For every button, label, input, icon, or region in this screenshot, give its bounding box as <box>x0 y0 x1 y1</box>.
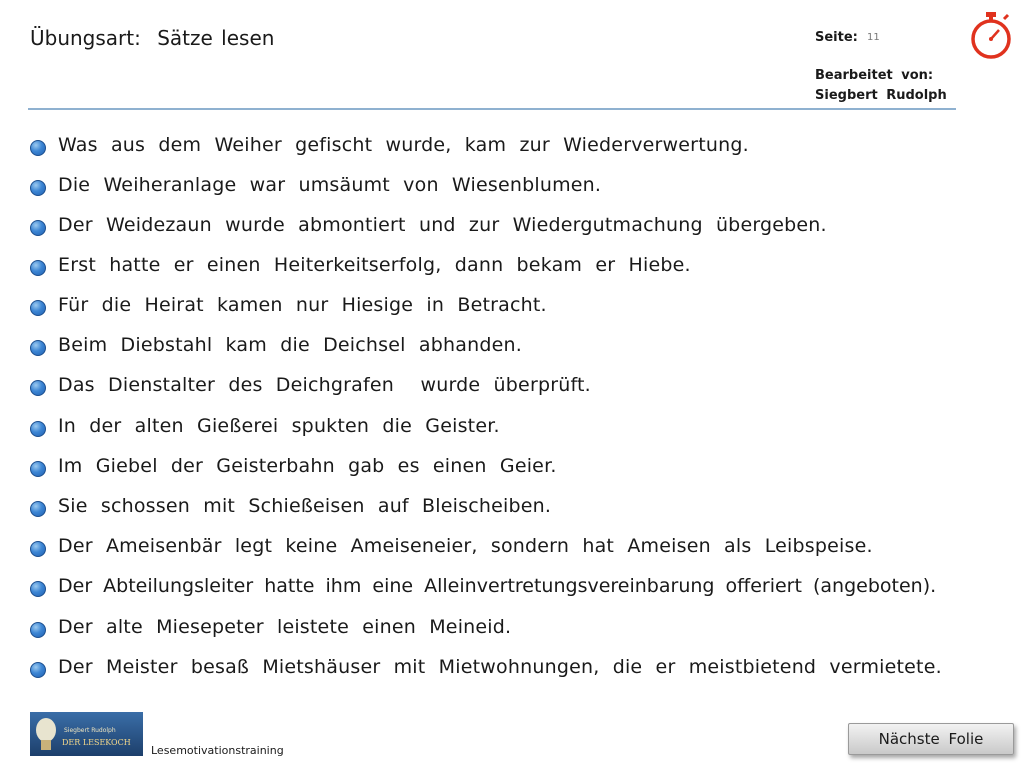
svg-text:DER LESEKOCH: DER LESEKOCH <box>62 738 131 747</box>
bullet-icon <box>30 140 46 156</box>
sentence-text: Der Ameisenbär legt keine Ameiseneier, sondern hat Ameisen als Leibspeise. <box>58 535 873 557</box>
sentence-text: Was aus dem Weiher gefischt wurde, kam zur Wiederverwertung. <box>58 134 749 156</box>
edited-by-label: Bearbeitet von: <box>815 68 934 83</box>
header-divider <box>28 108 956 110</box>
sentence-row <box>30 616 511 638</box>
sentence-text: Die Weiheranlage war umsäumt von Wiesenblumen. <box>58 174 602 196</box>
sentence-row <box>30 254 691 276</box>
exercise-type-label: Übungsart: <box>30 26 141 50</box>
sentence-row <box>30 214 827 236</box>
bullet-icon <box>30 220 46 236</box>
bullet-icon <box>30 421 46 437</box>
header-title <box>30 26 274 50</box>
sentence-row <box>30 415 500 437</box>
sentence-row <box>30 134 749 156</box>
page-label: Seite: <box>815 30 858 45</box>
sentence-text: Der alte Miesepeter leistete einen Meineid. <box>58 616 512 638</box>
exercise-type: Sätze lesen <box>157 26 275 50</box>
sentence-text: Das Dienstalter des Deichgrafen wurde überprüft. <box>58 374 591 396</box>
sentence-text: Der Abteilungsleiter hatte ihm eine Alleinvertretungsvereinbarung offeriert (angeboten). <box>58 575 937 597</box>
bullet-icon <box>30 501 46 517</box>
sentence-text: Für die Heirat kamen nur Hiesige in Betracht. <box>58 294 547 316</box>
sentence-text: Beim Diebstahl kam die Deichsel abhanden. <box>58 334 522 356</box>
sentence-text: Im Giebel der Geisterbahn gab es einen Geier. <box>58 455 557 477</box>
sentence-row <box>30 656 942 678</box>
page-number: 11 <box>867 32 880 43</box>
sentence-text: Der Meister besaß Mietshäuser mit Mietwohnungen, die er meistbietend vermietete. <box>58 656 942 678</box>
next-slide-button[interactable]: Nächste Folie <box>848 723 1014 755</box>
svg-text:Siegbert Rudolph: Siegbert Rudolph <box>64 727 116 734</box>
sentence-row <box>30 535 873 557</box>
bullet-icon <box>30 541 46 557</box>
bullet-icon <box>30 622 46 638</box>
sentence-text: Sie schossen mit Schießeisen auf Bleischeiben. <box>58 495 552 517</box>
sentence-text: Erst hatte er einen Heiterkeitserfolg, dann bekam er Hiebe. <box>58 254 691 276</box>
bullet-icon <box>30 581 46 597</box>
bullet-icon <box>30 461 46 477</box>
editor-name: Siegbert Rudolph <box>815 88 947 103</box>
sentence-row <box>30 334 522 356</box>
sentence-row <box>30 495 551 517</box>
sentence-row <box>30 575 936 597</box>
bullet-icon <box>30 340 46 356</box>
stopwatch-icon[interactable] <box>966 10 1016 60</box>
footer-label: Lesemotivationstraining <box>151 744 284 757</box>
sentence-row <box>30 455 557 477</box>
sentence-row <box>30 294 547 316</box>
bullet-icon <box>30 300 46 316</box>
sentence-row <box>30 374 591 396</box>
sentence-row <box>30 174 601 196</box>
bullet-icon <box>30 380 46 396</box>
sentence-text: In der alten Gießerei spukten die Geister. <box>58 415 500 437</box>
bullet-icon <box>30 662 46 678</box>
sentence-text: Der Weidezaun wurde abmontiert und zur Wiedergutmachung übergeben. <box>58 214 827 236</box>
lesekoch-logo <box>30 712 143 756</box>
bullet-icon <box>30 260 46 276</box>
bullet-icon <box>30 180 46 196</box>
